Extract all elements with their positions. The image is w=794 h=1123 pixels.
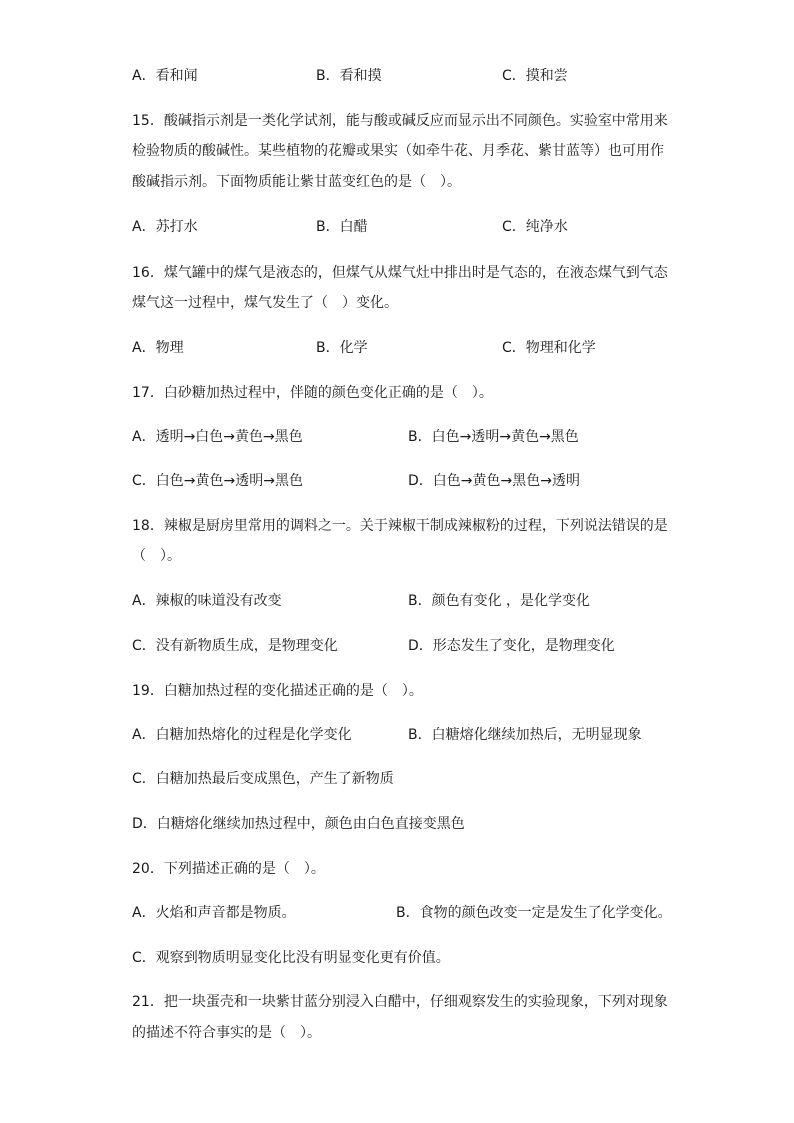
q15-option-b[interactable]: B．白醋	[316, 219, 368, 235]
q20-option-a[interactable]: A．火焰和声音都是物质。	[132, 905, 296, 921]
q18-stem-line-2: （ ）。	[132, 548, 181, 564]
q16-stem-line-1: 16．煤气罐中的煤气是液态的，但煤气从煤气灶中排出时是气态的，在液态煤气到气态	[132, 265, 668, 281]
q17-option-c[interactable]: C．白色→黄色→透明→黑色	[132, 473, 303, 489]
q15-stem-line-1: 15．酸碱指示剂是一类化学试剂，能与酸或碱反应而显示出不同颜色。实验室中常用来	[132, 113, 668, 129]
q14-option-a[interactable]: A．看和闻	[132, 68, 198, 84]
q15-stem-line-3: 酸碱指示剂。下面物质能让紫甘蓝变红色的是（ ）。	[132, 174, 461, 190]
q21-stem-line-2: 的描述不符合事实的是（ ）。	[132, 1025, 321, 1041]
q16-option-c[interactable]: C．物理和化学	[502, 340, 596, 356]
q17-option-d[interactable]: D．白色→黄色→黑色→透明	[408, 473, 580, 489]
q15-stem-line-2: 检验物质的酸碱性。某些植物的花瓣或果实（如牵牛花、月季花、紫甘蓝等）也可用作	[132, 143, 664, 159]
q19-stem-line-1: 19．白糖加热过程的变化描述正确的是（ ）。	[132, 683, 423, 699]
q19-option-b[interactable]: B．白糖熔化继续加热后，无明显现象	[408, 727, 642, 743]
q18-option-a[interactable]: A．辣椒的味道没有改变	[132, 593, 282, 609]
q15-option-c[interactable]: C．纯净水	[502, 219, 568, 235]
q16-option-a[interactable]: A．物理	[132, 340, 184, 356]
q17-option-a[interactable]: A．透明→白色→黄色→黑色	[132, 429, 303, 445]
q16-option-b[interactable]: B．化学	[316, 340, 368, 356]
q16-stem-line-2: 煤气这一过程中，煤气发生了（ ）变化。	[132, 295, 398, 311]
q17-option-b[interactable]: B．白色→透明→黄色→黑色	[408, 429, 579, 445]
q20-option-b[interactable]: B．食物的颜色改变一定是发生了化学变化。	[396, 905, 672, 921]
q18-option-d[interactable]: D．形态发生了变化，是物理变化	[408, 638, 615, 654]
q19-option-a[interactable]: A．白糖加热熔化的过程是化学变化	[132, 727, 352, 743]
q20-stem-line-1: 20．下列描述正确的是（ ）。	[132, 861, 325, 877]
q18-stem-line-1: 18．辣椒是厨房里常用的调料之一。关于辣椒干制成辣椒粉的过程，下列说法错误的是	[132, 518, 668, 534]
q21-stem-line-1: 21．把一块蛋壳和一块紫甘蓝分别浸入白醋中，仔细观察发生的实验现象，下列对现象	[132, 994, 668, 1010]
q19-option-c[interactable]: C．白糖加热最后变成黑色，产生了新物质	[132, 771, 394, 787]
q18-option-b[interactable]: B．颜色有变化 ，是化学变化	[408, 593, 591, 609]
q19-option-d[interactable]: D．白糖熔化继续加热过程中，颜色由白色直接变黑色	[132, 816, 465, 832]
q14-option-b[interactable]: B．看和摸	[316, 68, 382, 84]
q14-option-c[interactable]: C．摸和尝	[502, 68, 568, 84]
q15-option-a[interactable]: A．苏打水	[132, 219, 198, 235]
q17-stem-line-1: 17．白砂糖加热过程中，伴随的颜色变化正确的是（ ）。	[132, 385, 493, 401]
q18-option-c[interactable]: C．没有新物质生成，是物理变化	[132, 638, 338, 654]
q20-option-c[interactable]: C．观察到物质明显变化比没有明显变化更有价值。	[132, 950, 450, 966]
